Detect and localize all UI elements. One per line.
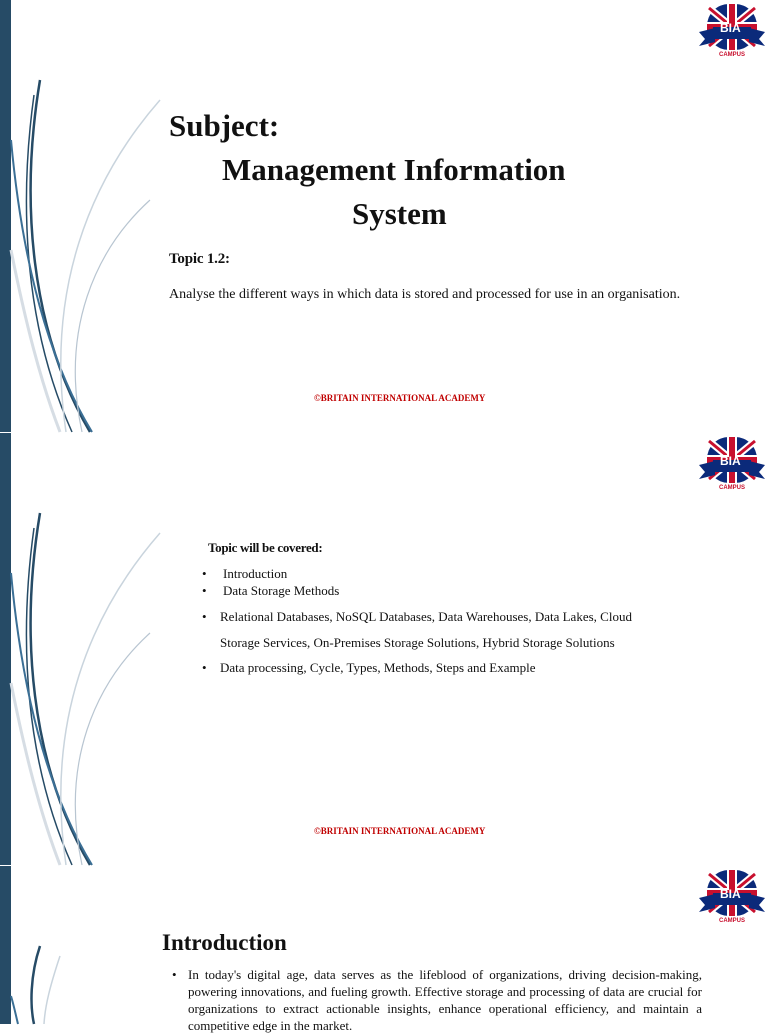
bullet-icon: • — [202, 583, 207, 598]
list-item-label-continued: Storage Services, On-Premises Storage Solutions, Hybrid Storage Solutions — [220, 635, 615, 650]
topics-list — [202, 566, 632, 676]
bullet-icon: • — [202, 609, 207, 624]
bia-logo — [697, 868, 767, 926]
subject-title-line-2: System — [352, 196, 447, 231]
sidebar-accent-bar — [0, 866, 11, 1024]
copyright-notice: ©BRITAIN INTERNATIONAL ACADEMY — [314, 826, 486, 836]
bia-logo — [697, 2, 767, 60]
list-item-label: Data processing, Cycle, Types, Methods, Steps and Example — [220, 660, 536, 675]
logo-text: BIA — [720, 454, 741, 468]
list-item-label: Introduction — [223, 566, 288, 581]
bullet-icon: • — [172, 967, 177, 982]
decorative-swoosh — [0, 0, 200, 432]
sidebar-accent-bar — [0, 0, 11, 432]
topic-description: Analyse the different ways in which data is stored and processed for use in an organisation. — [169, 287, 681, 302]
sidebar-accent-bar — [0, 433, 11, 865]
logo-subtext: CAMPUS — [719, 52, 746, 58]
list-item — [202, 660, 632, 676]
slide-introduction — [0, 866, 768, 1033]
bullet-icon: • — [202, 566, 207, 581]
logo-text: BIA — [720, 21, 741, 35]
list-item-label: Relational Databases, NoSQL Databases, Data Warehouses, Data Lakes, Cloud — [220, 609, 632, 624]
slide-topics — [0, 433, 768, 865]
paragraph-text: In today's digital age, data serves as the lifeblood of organizations, driving decision-making, powering innovations, and fueling growth. Effective storage and processing of data are crucial for organizations to extract actionable insights, enhance operational efficiency, and maintain a competitive edge in the market. — [188, 967, 702, 1033]
logo-subtext: CAMPUS — [719, 485, 746, 491]
logo-subtext: CAMPUS — [719, 918, 746, 924]
introduction-paragraph — [172, 966, 702, 1034]
subject-title-line-1: Management Information — [222, 152, 566, 187]
list-item-label: Data Storage Methods — [223, 583, 340, 598]
copyright-notice: ©BRITAIN INTERNATIONAL ACADEMY — [314, 393, 486, 403]
bia-logo — [697, 435, 767, 493]
subject-label: Subject: — [169, 108, 280, 143]
list-item — [202, 566, 632, 583]
logo-text: BIA — [720, 887, 741, 901]
decorative-swoosh — [0, 433, 200, 865]
bullet-icon: • — [202, 660, 207, 675]
list-item — [202, 604, 632, 656]
introduction-heading: Introduction — [162, 930, 287, 955]
topics-heading: Topic will be covered: — [208, 540, 323, 555]
topic-label: Topic 1.2: — [169, 251, 230, 267]
slide-title — [0, 0, 768, 432]
